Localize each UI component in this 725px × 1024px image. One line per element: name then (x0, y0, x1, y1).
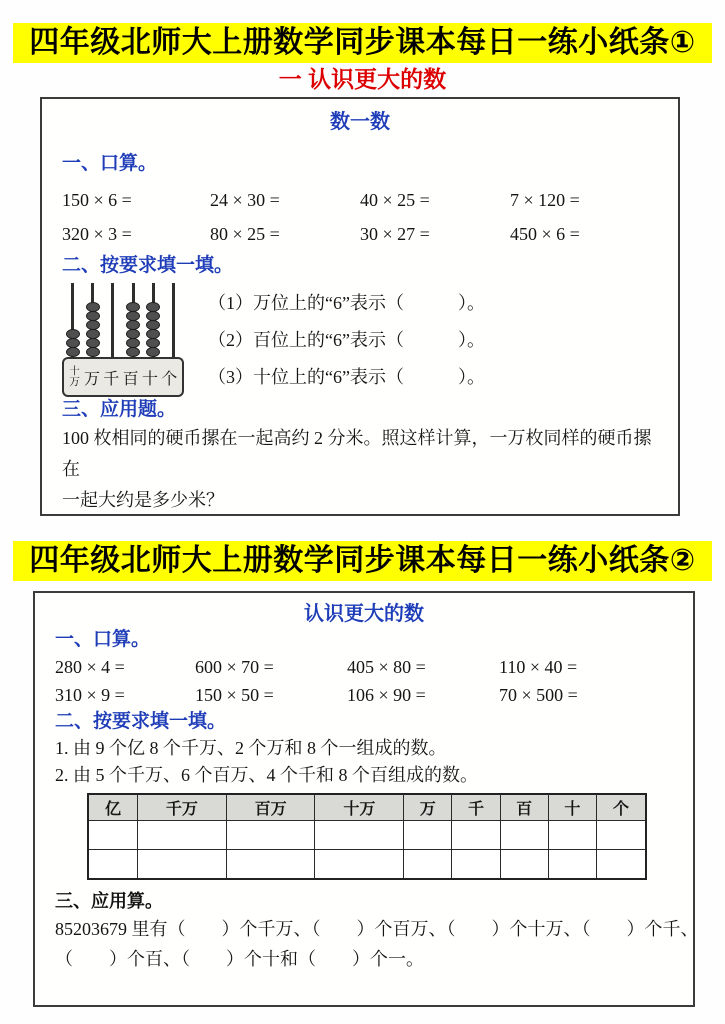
abacus-bead (126, 347, 140, 357)
abacus-bead (126, 338, 140, 348)
word-problem-line-1: 100 枚相同的硬币摞在一起高约 2 分米。照这样计算，一万枚同样的硬币摞在 (62, 428, 652, 479)
table-header-cell: 千万 (137, 794, 226, 821)
calc-problem: 450 × 6 = (510, 224, 580, 244)
table-cell-empty (137, 850, 226, 880)
fill-question-1: （1）万位上的“6”表示（ ）。 (208, 293, 485, 313)
abacus-bead (66, 329, 80, 339)
table-cell-empty (452, 850, 500, 880)
sheet1-section1-heading: 一、口算。 (62, 153, 158, 174)
abacus-bead (146, 302, 160, 312)
sheet1-section3-heading: 三、应用题。 (62, 399, 177, 420)
table-cell-empty (404, 821, 452, 850)
abacus-rod (172, 283, 175, 357)
fill-question-2: （2）百位上的“6”表示（ ）。 (208, 330, 485, 350)
sheet2-title: 认识更大的数 (304, 603, 424, 625)
oral-calc-grid-1 (62, 183, 658, 251)
abacus-bead (86, 320, 100, 330)
table-cell-empty (88, 850, 137, 880)
table-cell-empty (88, 821, 137, 850)
word-problem-line-2: 一起大约是多少米？ (62, 490, 224, 510)
table-cell-empty (596, 821, 646, 850)
place-value-table (87, 793, 647, 880)
abacus-place-label: 个 (161, 370, 178, 388)
table-cell-empty (548, 850, 596, 880)
compose-number-item-1: 1. 由 9 个亿 8 个千万、2 个万和 8 个一组成的数。 (55, 738, 447, 758)
calc-problem: 106 × 90 = (347, 685, 426, 705)
abacus-bead (126, 329, 140, 339)
sheet1-title: 数一数 (330, 111, 390, 133)
decompose-number-line-1: 85203679 里有（ ）个千万、（ ）个百万、（ ）个十万、（ ）个千、 (55, 919, 699, 939)
fill-in-row (62, 283, 658, 397)
abacus-bead (86, 347, 100, 357)
calc-problem: 7 × 120 = (510, 190, 580, 210)
calc-problem: 110 × 40 = (499, 657, 578, 677)
table-header-cell: 千 (452, 794, 500, 821)
calc-problem: 150 × 6 = (62, 190, 132, 210)
table-row (88, 821, 646, 850)
abacus-place-label: 百 (122, 370, 139, 388)
decompose-number-line-2: （ ）个百、（ ）个十和（ ）个一。 (55, 949, 424, 969)
table-cell-empty (226, 821, 315, 850)
abacus-rod (152, 283, 155, 357)
banner-1: 四年级北师大上册数学同步课本每日一练小纸条① (13, 23, 712, 63)
calc-problem: 30 × 27 = (360, 224, 430, 244)
table-header-cell: 百万 (226, 794, 315, 821)
table-cell-empty (500, 850, 548, 880)
banner-2: 四年级北师大上册数学同步课本每日一练小纸条② (13, 541, 712, 581)
table-cell-empty (404, 850, 452, 880)
abacus-bead (146, 320, 160, 330)
oral-calc-grid-2 (55, 653, 673, 709)
table-cell-empty (315, 821, 404, 850)
sheet2-section3-heading: 三、应用算。 (55, 891, 163, 911)
sheet2-section2-heading: 二、按要求填一填。 (55, 711, 227, 732)
sheet1-section2-heading: 二、按要求填一填。 (62, 255, 234, 276)
abacus-bead (126, 320, 140, 330)
table-header-cell: 个 (596, 794, 646, 821)
abacus-questions (208, 283, 485, 397)
calc-problem: 70 × 500 = (499, 685, 578, 705)
abacus-rod (111, 283, 114, 357)
calc-problem: 600 × 70 = (195, 657, 274, 677)
table-cell-empty (452, 821, 500, 850)
calc-problem: 24 × 30 = (210, 190, 280, 210)
unit-title: 一 认识更大的数 (278, 66, 447, 92)
worksheet-box-1 (40, 97, 680, 516)
abacus-place-label: 万 (83, 370, 100, 388)
abacus-bead (86, 311, 100, 321)
abacus-bead (126, 302, 140, 312)
abacus-bead (146, 311, 160, 321)
abacus-bead (66, 338, 80, 348)
table-cell-empty (596, 850, 646, 880)
table-cell-empty (137, 821, 226, 850)
worksheet-box-2 (33, 591, 699, 1007)
table-header-cell: 百 (500, 794, 548, 821)
abacus-bead (86, 302, 100, 312)
abacus-bead (146, 347, 160, 357)
calc-problem: 40 × 25 = (360, 190, 430, 210)
abacus-bead (146, 338, 160, 348)
table-header-cell: 万 (404, 794, 452, 821)
abacus-base (62, 357, 184, 397)
calc-problem: 150 × 50 = (195, 685, 274, 705)
abacus-rod (71, 283, 74, 357)
sheet2-section1-heading: 一、口算。 (55, 629, 151, 650)
abacus-place-label: 十万 (69, 365, 80, 388)
abacus-bead (86, 338, 100, 348)
table-cell-empty (315, 850, 404, 880)
table-header-cell: 亿 (88, 794, 137, 821)
table-header-cell: 十 (548, 794, 596, 821)
abacus-bead (126, 311, 140, 321)
abacus-bead (86, 329, 100, 339)
table-cell-empty (226, 850, 315, 880)
fill-question-3: （3）十位上的“6”表示（ ）。 (208, 367, 485, 387)
abacus-rod (91, 283, 94, 357)
abacus-bead (146, 329, 160, 339)
compose-number-item-2: 2. 由 5 个千万、6 个百万、4 个千和 8 个百组成的数。 (55, 765, 478, 785)
abacus-place-label: 十 (141, 370, 158, 388)
abacus-rod (132, 283, 135, 357)
abacus-rods (62, 283, 184, 357)
calc-problem: 320 × 3 = (62, 224, 132, 244)
table-cell-empty (500, 821, 548, 850)
abacus-figure (62, 283, 184, 397)
table-header-cell: 十万 (315, 794, 404, 821)
table-cell-empty (548, 821, 596, 850)
abacus-place-label: 千 (103, 370, 120, 388)
calc-problem: 310 × 9 = (55, 685, 125, 705)
calc-problem: 280 × 4 = (55, 657, 125, 677)
table-row (88, 850, 646, 880)
calc-problem: 405 × 80 = (347, 657, 426, 677)
abacus-bead (66, 347, 80, 357)
calc-problem: 80 × 25 = (210, 224, 280, 244)
